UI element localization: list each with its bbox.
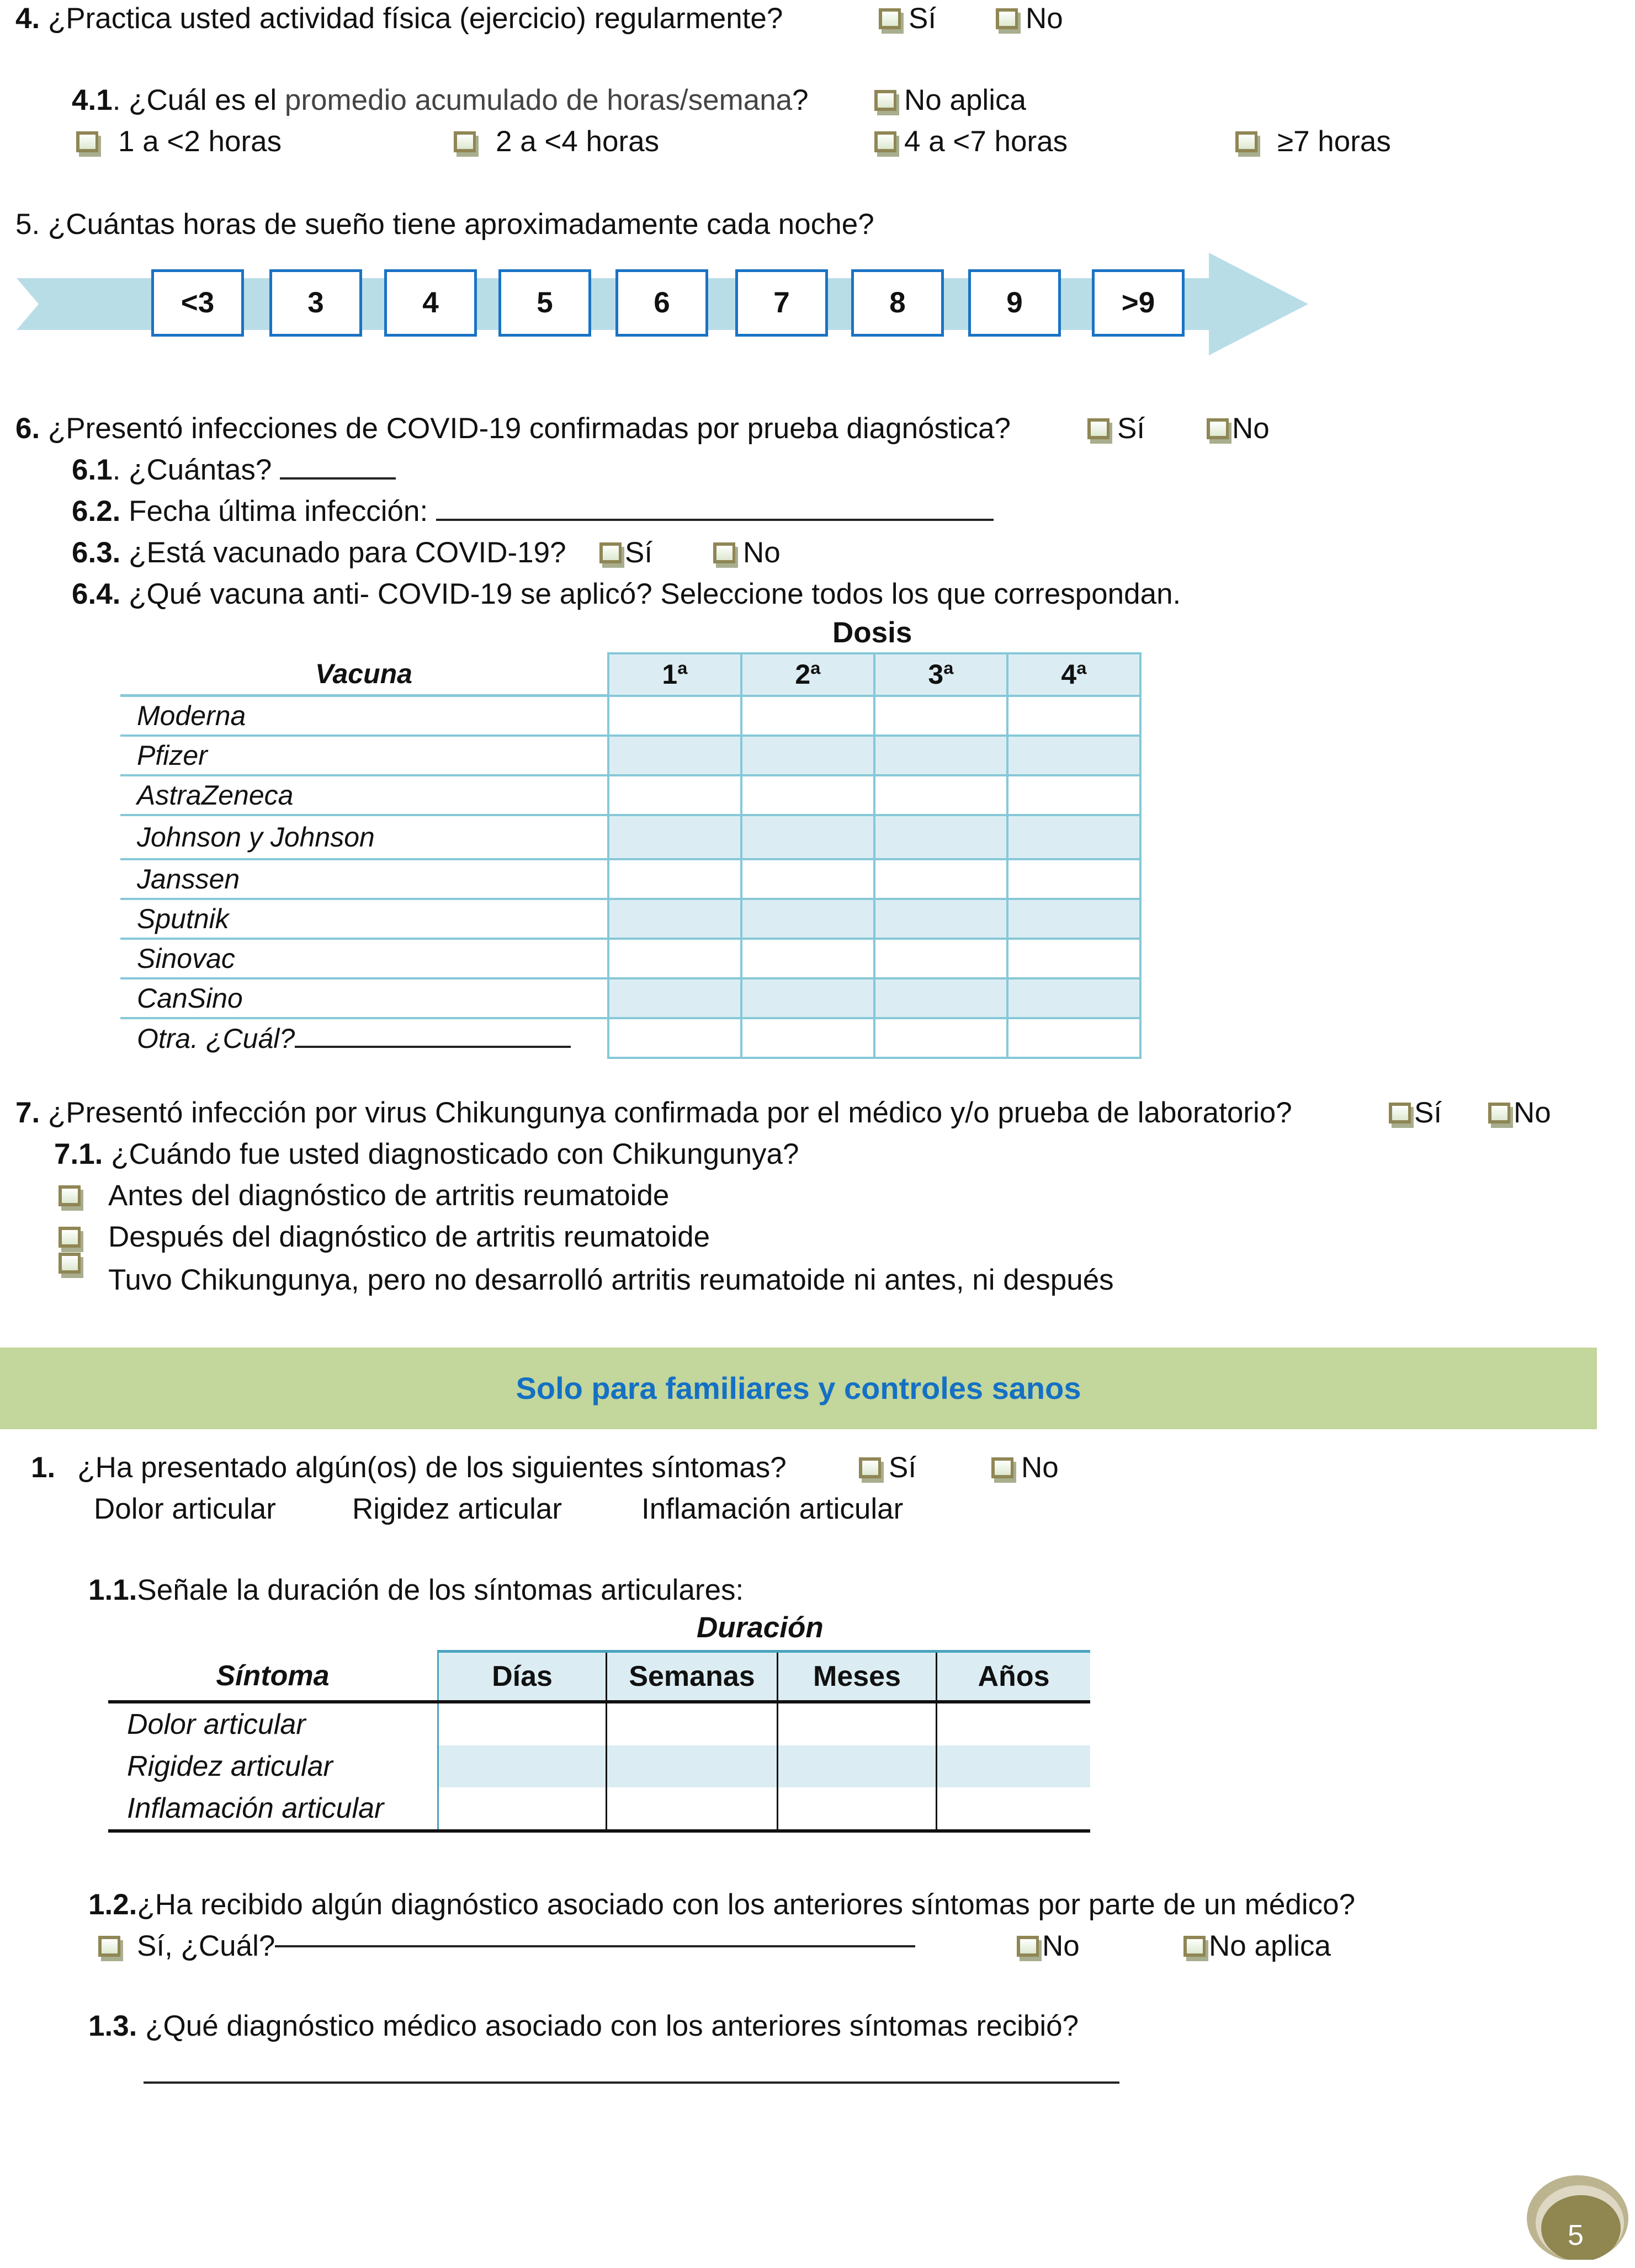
- fq1-2-number: 1.2.: [88, 1888, 137, 1921]
- checkbox-icon[interactable]: [1017, 1936, 1039, 1957]
- hours-option-5[interactable]: [498, 269, 591, 337]
- hours-option-4[interactable]: [384, 269, 477, 337]
- duration-cell[interactable]: [937, 1702, 1091, 1745]
- q4-1-text: . ¿Cuál es el: [112, 84, 285, 116]
- fq1-2-option-no[interactable]: [1017, 1929, 1080, 1964]
- option-label: No: [1514, 1096, 1551, 1129]
- q4-1-text-end: ?: [792, 84, 809, 116]
- dose-header: 3ª: [874, 653, 1007, 696]
- fq1-2-option-si[interactable]: [98, 1929, 915, 1964]
- dose-cell[interactable]: [874, 696, 1007, 736]
- duration-cell[interactable]: [937, 1745, 1091, 1787]
- q7-option-no[interactable]: [1488, 1095, 1551, 1131]
- q6-1-number: 6.1: [72, 454, 113, 486]
- checkbox-icon[interactable]: [991, 1457, 1013, 1478]
- option-label: No: [1232, 412, 1270, 445]
- option-label: No: [743, 536, 781, 569]
- vaccine-name: Janssen: [120, 859, 608, 899]
- q4-1-option-4[interactable]: [1235, 124, 1391, 159]
- q4-1-option-1[interactable]: [76, 124, 282, 159]
- dose-cell[interactable]: [608, 775, 741, 815]
- duration-cell[interactable]: [438, 1745, 607, 1787]
- q6-3-text: ¿Está vacunado para COVID-19?: [120, 536, 566, 569]
- option-label: Después del diagnóstico de artritis reumatoide: [108, 1221, 710, 1253]
- q6-option-no[interactable]: [1207, 411, 1270, 446]
- dose-cell[interactable]: [1007, 899, 1140, 939]
- table-row: [120, 978, 1140, 1018]
- duration-cell[interactable]: [607, 1787, 778, 1831]
- q6-2-question: [72, 494, 994, 529]
- hours-option-6[interactable]: [615, 269, 708, 337]
- option-label: Sí: [889, 1451, 917, 1484]
- fq1-2-which-line[interactable]: [275, 1945, 915, 1947]
- dose-cell[interactable]: [874, 815, 1007, 859]
- option-label: No aplica: [1209, 1930, 1331, 1962]
- dose-cell[interactable]: [874, 978, 1007, 1018]
- q6-1-question: [72, 452, 396, 488]
- banner-title: Solo para familiares y controles sanos: [516, 1371, 1081, 1406]
- section-banner: [0, 1348, 1597, 1429]
- checkbox-icon[interactable]: [454, 131, 476, 152]
- dose-cell[interactable]: [741, 696, 874, 736]
- q6-number: 6.: [15, 412, 40, 445]
- vaccine-table: [120, 652, 1142, 1059]
- hours-label: >9: [1121, 286, 1155, 320]
- q4-1-option-3[interactable]: [874, 124, 1068, 159]
- fq1-1-number: 1.1.: [88, 1574, 137, 1606]
- sintoma-header: Síntoma: [108, 1652, 438, 1702]
- q6-1-text: . ¿Cuántas?: [112, 454, 280, 486]
- dose-cell[interactable]: [1007, 775, 1140, 815]
- dose-cell[interactable]: [741, 1018, 874, 1058]
- dosis-group-header: Dosis: [832, 616, 912, 649]
- option-label: Sí: [625, 536, 653, 569]
- fq1-2-option-no-aplica[interactable]: [1183, 1929, 1331, 1964]
- dose-cell[interactable]: [741, 978, 874, 1018]
- fq1-symptom-2: Rigidez articular: [352, 1493, 562, 1525]
- option-label: Sí: [1117, 412, 1145, 445]
- option-label: No: [1021, 1451, 1059, 1484]
- q4-1-option-2[interactable]: [454, 124, 659, 159]
- q6-2-number: 6.2.: [72, 495, 121, 528]
- option-label: 1 a <2 horas: [118, 125, 282, 158]
- q6-1-answer-line[interactable]: [280, 477, 396, 480]
- dose-cell[interactable]: [874, 859, 1007, 899]
- dose-cell[interactable]: [608, 939, 741, 978]
- checkbox-icon[interactable]: [879, 8, 901, 29]
- q6-question: [15, 411, 1011, 446]
- checkbox-icon[interactable]: [1235, 131, 1257, 152]
- fq1-1-question: [88, 1573, 744, 1608]
- checkbox-icon[interactable]: [76, 131, 98, 152]
- q6-3-question: [72, 535, 566, 571]
- table-row: [120, 899, 1140, 939]
- dose-cell[interactable]: [874, 1018, 1007, 1058]
- q6-text: ¿Presentó infecciones de COVID-19 confirmadas por prueba diagnóstica?: [40, 412, 1011, 445]
- dose-cell[interactable]: [1007, 696, 1140, 736]
- fq1-option-no[interactable]: [991, 1450, 1059, 1486]
- q4-question: [15, 1, 783, 36]
- dose-cell[interactable]: [1007, 815, 1140, 859]
- hours-option-9[interactable]: [968, 269, 1061, 337]
- q7-1-option-no-desarrollo[interactable]: [59, 1253, 1114, 1298]
- dose-cell[interactable]: [741, 939, 874, 978]
- q4-1-number: 4.1: [72, 84, 113, 116]
- fq1-3-answer-line[interactable]: [144, 2081, 1119, 2084]
- q7-number: 7.: [15, 1096, 40, 1129]
- dose-cell[interactable]: [741, 736, 874, 775]
- checkbox-icon[interactable]: [59, 1185, 81, 1206]
- fq1-1-text: Señale la duración de los síntomas articulares:: [137, 1574, 744, 1606]
- dose-cell[interactable]: [608, 978, 741, 1018]
- option-label: Antes del diagnóstico de artritis reumatoide: [108, 1179, 670, 1212]
- q6-option-si[interactable]: [1087, 411, 1145, 446]
- duration-cell[interactable]: [438, 1702, 607, 1745]
- table-row: [120, 696, 1140, 736]
- checkbox-icon[interactable]: [713, 542, 735, 563]
- dose-header: 1ª: [608, 653, 741, 696]
- option-label: No aplica: [904, 84, 1026, 116]
- duration-header: Años: [937, 1652, 1091, 1702]
- duration-header: Meses: [778, 1652, 937, 1702]
- duration-table: [108, 1650, 1090, 1833]
- checkbox-icon[interactable]: [1207, 418, 1229, 439]
- q4-1-text-highlight: promedio acumulado de horas/semana: [284, 84, 793, 116]
- dose-cell[interactable]: [741, 859, 874, 899]
- q7-question: [15, 1095, 1292, 1131]
- duration-cell[interactable]: [438, 1787, 607, 1831]
- duration-cell[interactable]: [778, 1745, 937, 1787]
- table-row: [120, 775, 1140, 815]
- fq1-option-si[interactable]: [859, 1450, 916, 1486]
- other-vaccine-line[interactable]: [295, 1046, 571, 1048]
- option-label: ≥7 horas: [1277, 125, 1391, 158]
- hours-label: 5: [537, 286, 553, 320]
- vaccine-name: CanSino: [120, 978, 608, 1018]
- hours-label: 8: [889, 286, 906, 320]
- dose-cell[interactable]: [1007, 859, 1140, 899]
- vaccine-name: AstraZeneca: [120, 775, 608, 815]
- hours-label: 6: [654, 286, 670, 320]
- dose-cell[interactable]: [741, 815, 874, 859]
- symptom-name: Inflamación articular: [108, 1787, 438, 1831]
- hours-label: 4: [422, 286, 439, 320]
- option-label: 2 a <4 horas: [496, 125, 660, 158]
- duration-cell[interactable]: [607, 1745, 778, 1787]
- page-number: 5: [1568, 2219, 1584, 2251]
- hours-option-gt9[interactable]: [1092, 269, 1185, 337]
- duration-cell[interactable]: [607, 1702, 778, 1745]
- dose-cell[interactable]: [608, 696, 741, 736]
- vaccine-name: Moderna: [120, 696, 608, 736]
- duracion-group-header: Duración: [697, 1611, 824, 1644]
- duration-cell[interactable]: [937, 1787, 1091, 1831]
- table-row: [108, 1702, 1090, 1745]
- vaccine-name-other: [120, 1018, 608, 1058]
- checkbox-icon[interactable]: [1087, 418, 1110, 439]
- q7-1-question: [54, 1137, 799, 1172]
- vaccine-name: Sputnik: [120, 899, 608, 939]
- symptom-name: Rigidez articular: [127, 1750, 333, 1782]
- q6-3-option-si[interactable]: [599, 535, 652, 571]
- dose-header: 4ª: [1007, 653, 1140, 696]
- dose-cell[interactable]: [874, 775, 1007, 815]
- checkbox-icon[interactable]: [996, 8, 1018, 29]
- dose-cell[interactable]: [874, 939, 1007, 978]
- option-label: No: [1042, 1930, 1080, 1962]
- dose-cell[interactable]: [608, 899, 741, 939]
- dose-header: 2ª: [741, 653, 874, 696]
- hours-label: <3: [181, 286, 215, 320]
- vaccine-name: Pfizer: [120, 736, 608, 775]
- q7-1-text: ¿Cuándo fue usted diagnosticado con Chikungunya?: [103, 1138, 799, 1170]
- q4-1-question: [72, 83, 809, 118]
- dose-cell[interactable]: [608, 859, 741, 899]
- fq1-3-number: 1.3.: [88, 2010, 137, 2042]
- dose-cell[interactable]: [608, 736, 741, 775]
- dose-cell[interactable]: [741, 899, 874, 939]
- option-label: No: [1026, 2, 1063, 35]
- dose-cell[interactable]: [874, 899, 1007, 939]
- table-row: [108, 1745, 1090, 1787]
- fq1-2-question: [88, 1887, 1355, 1923]
- fq1-symptom-3: Inflamación articular: [641, 1493, 904, 1525]
- q6-3-number: 6.3.: [72, 536, 121, 569]
- duration-cell[interactable]: [778, 1702, 937, 1745]
- q6-4-question: [72, 577, 1181, 612]
- fq1-number: 1.: [31, 1451, 56, 1484]
- q4-option-si[interactable]: [879, 1, 936, 36]
- q4-option-no[interactable]: [996, 1, 1063, 36]
- checkbox-icon[interactable]: [874, 131, 896, 152]
- dose-cell[interactable]: [1007, 978, 1140, 1018]
- q6-3-option-no[interactable]: [713, 535, 781, 571]
- page-number-badge: [1525, 2163, 1629, 2260]
- hours-label: 9: [1006, 286, 1023, 320]
- checkbox-icon[interactable]: [98, 1936, 120, 1957]
- fq1-2-text: ¿Ha recibido algún diagnóstico asociado con los anteriores síntomas por parte de un médico?: [137, 1888, 1356, 1921]
- table-row: [120, 939, 1140, 978]
- q4-number: 4.: [15, 2, 40, 35]
- table-row: [120, 815, 1140, 859]
- q4-text: ¿Practica usted actividad física (ejercicio) regularmente?: [47, 2, 783, 35]
- option-label: Sí, ¿Cuál?: [137, 1930, 275, 1962]
- fq1-3-question: [88, 2009, 1079, 2044]
- q7-1-number: 7.1.: [54, 1138, 103, 1170]
- duration-header: Semanas: [607, 1652, 778, 1702]
- fq1-3-text: ¿Qué diagnóstico médico asociado con los anteriores síntomas recibió?: [137, 2010, 1079, 2042]
- sleep-hours-scale: [17, 253, 1308, 355]
- q6-2-text: Fecha última infección:: [120, 495, 436, 528]
- checkbox-icon[interactable]: [859, 1457, 881, 1478]
- hours-option-lt3[interactable]: [151, 269, 244, 337]
- vaccine-name: Johnson y Johnson: [120, 815, 608, 859]
- symptom-name: Dolor articular: [127, 1708, 306, 1740]
- duration-cell[interactable]: [778, 1787, 937, 1831]
- checkbox-icon[interactable]: [59, 1227, 81, 1248]
- duration-header: Días: [438, 1652, 607, 1702]
- dose-cell[interactable]: [1007, 939, 1140, 978]
- checkbox-icon[interactable]: [1183, 1936, 1206, 1957]
- checkbox-icon[interactable]: [59, 1253, 81, 1274]
- vacuna-header: Vacuna: [120, 653, 608, 696]
- q6-4-text: ¿Qué vacuna anti- COVID-19 se aplicó? Seleccione todos los que correspondan.: [120, 578, 1181, 610]
- q6-4-number: 6.4.: [72, 578, 121, 610]
- option-label: 4 a <7 horas: [904, 125, 1068, 158]
- dose-cell[interactable]: [1007, 736, 1140, 775]
- vaccine-name: Sinovac: [120, 939, 608, 978]
- checkbox-icon[interactable]: [874, 90, 896, 111]
- table-row: [120, 859, 1140, 899]
- q6-2-answer-line[interactable]: [436, 519, 994, 521]
- table-row: [120, 736, 1140, 775]
- hours-option-8[interactable]: [851, 269, 944, 337]
- fq1-text: ¿Ha presentado algún(os) de los siguientes síntomas?: [77, 1451, 787, 1484]
- q7-text: ¿Presentó infección por virus Chikungunya confirmada por el médico y/o prueba de laboratorio?: [40, 1096, 1292, 1129]
- option-label: Sí: [909, 2, 937, 35]
- other-label: Otra. ¿Cuál?: [137, 1023, 295, 1054]
- q7-option-si[interactable]: [1389, 1095, 1442, 1131]
- checkbox-icon[interactable]: [1389, 1103, 1411, 1124]
- q7-1-option-antes[interactable]: [59, 1178, 669, 1213]
- q7-1-option-despues[interactable]: [59, 1220, 710, 1255]
- dose-cell[interactable]: [1007, 1018, 1140, 1058]
- fq1-question: [31, 1450, 787, 1486]
- q5-question: 5. ¿Cuántas horas de sueño tiene aproximadamente cada noche?: [15, 208, 874, 241]
- dose-cell[interactable]: [741, 775, 874, 815]
- dose-cell[interactable]: [874, 736, 1007, 775]
- checkbox-icon[interactable]: [599, 542, 622, 563]
- hours-label: 7: [773, 286, 790, 320]
- dose-cell[interactable]: [608, 1018, 741, 1058]
- table-row: [108, 1787, 1090, 1831]
- hours-option-3[interactable]: [269, 269, 362, 337]
- q4-1-option-no-aplica[interactable]: [874, 83, 1026, 118]
- checkbox-icon[interactable]: [1488, 1103, 1510, 1124]
- dose-cell[interactable]: [608, 815, 741, 859]
- option-label: Sí: [1414, 1096, 1442, 1129]
- fq1-symptom-1: Dolor articular: [94, 1493, 276, 1525]
- hours-label: 3: [307, 286, 324, 320]
- hours-option-7[interactable]: [735, 269, 828, 337]
- table-row: [120, 1018, 1140, 1058]
- option-label: Tuvo Chikungunya, pero no desarrolló artritis reumatoide ni antes, ni después: [108, 1264, 1114, 1296]
